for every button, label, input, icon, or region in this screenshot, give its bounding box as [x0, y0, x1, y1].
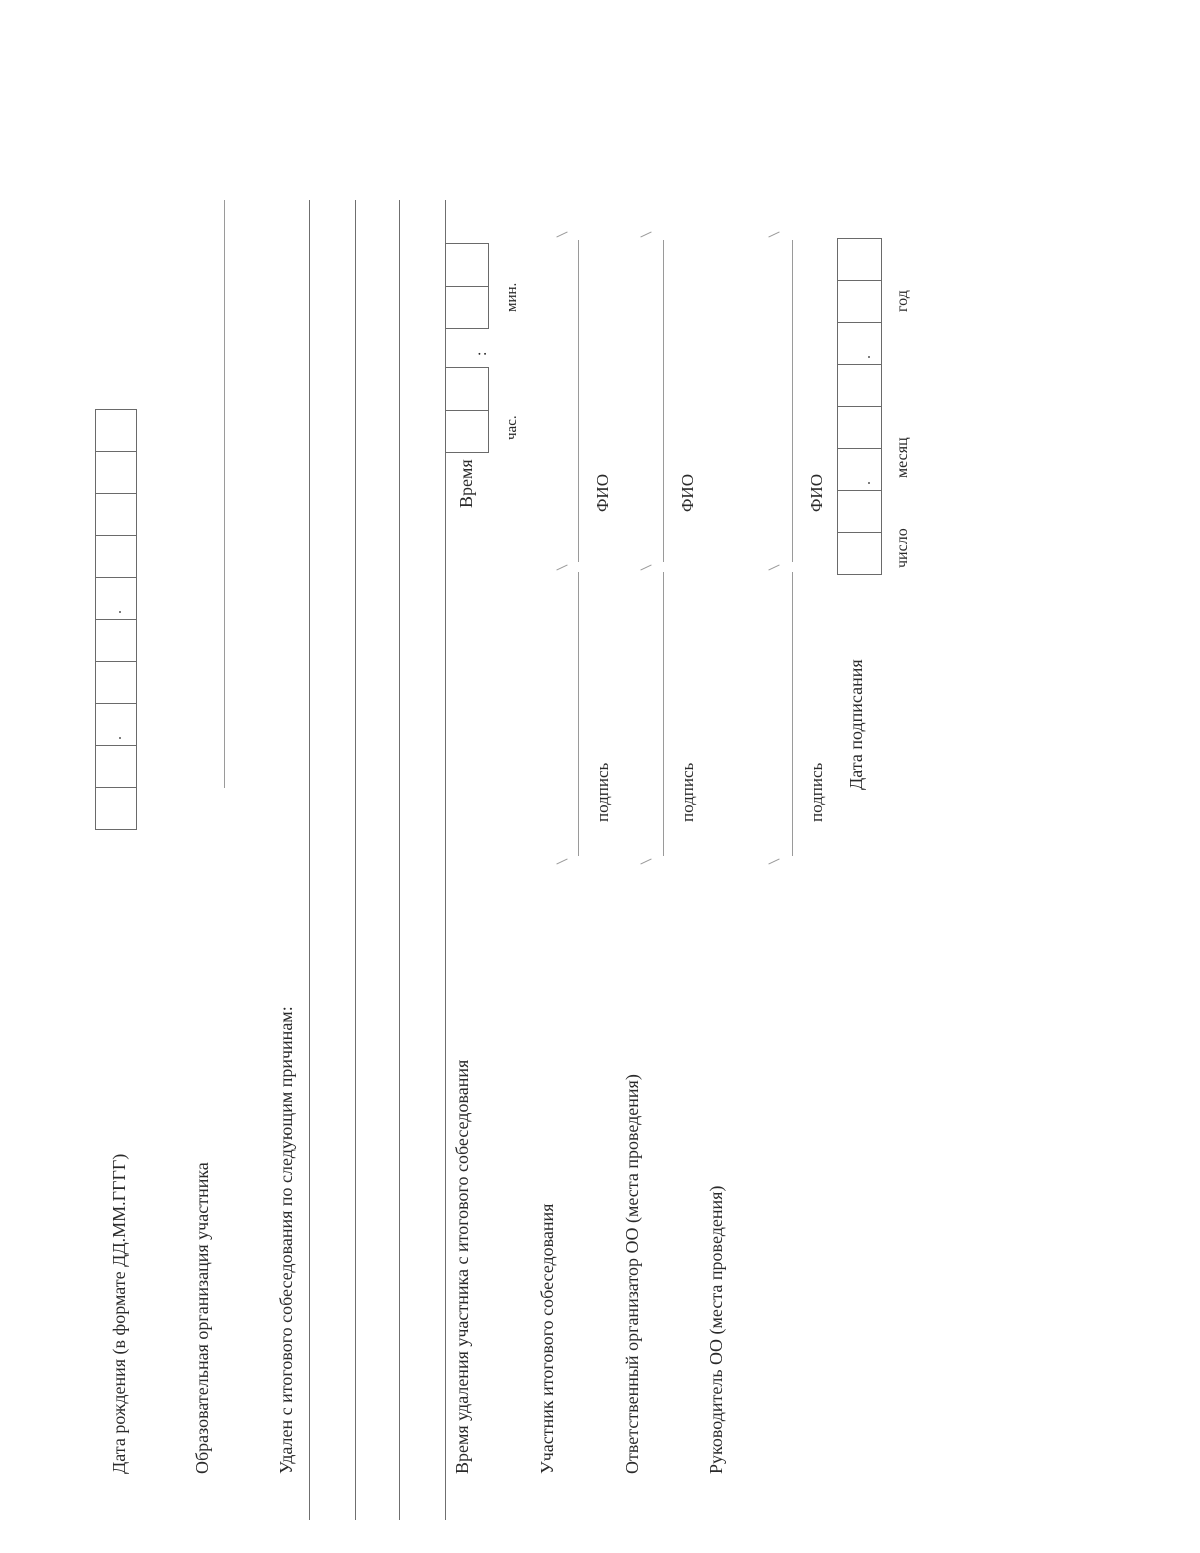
head-label: Руководитель ОО (места проведения)	[706, 1185, 726, 1474]
minutes-caption: мин.	[504, 282, 520, 312]
participant-name-line[interactable]	[578, 240, 579, 562]
time-label: Время	[456, 459, 476, 508]
sign-date-cell[interactable]	[837, 238, 882, 281]
birth-date-cell[interactable]	[95, 535, 137, 578]
birth-date-separator-dot	[119, 737, 121, 739]
birth-date-separator-dot	[119, 611, 121, 613]
organizer-signature-line[interactable]	[663, 572, 664, 856]
sign-date-cell[interactable]	[837, 280, 882, 323]
birth-date-label: Дата рождения (в формате ДД.ММ.ГГГГ)	[109, 1153, 129, 1474]
organizer-name-caption: ФИО	[678, 474, 697, 512]
sign-date-cell[interactable]	[837, 532, 882, 575]
sign-date-cell[interactable]	[837, 448, 882, 491]
separator-slash	[768, 232, 779, 238]
participant-signature-line[interactable]	[578, 572, 579, 856]
birth-date-cell[interactable]	[95, 619, 137, 662]
separator-slash	[556, 232, 567, 238]
school-label: Образовательная организация участника	[192, 1162, 212, 1474]
participant-name-caption: ФИО	[593, 474, 612, 512]
birth-date-cell[interactable]	[95, 493, 137, 536]
minute-cell[interactable]	[445, 243, 489, 287]
birth-date-cell[interactable]	[95, 745, 137, 788]
separator-slash	[640, 232, 651, 238]
time-separator: :	[473, 351, 490, 356]
organizer-signature-caption: подпись	[678, 762, 697, 822]
month-caption: месяц	[894, 437, 911, 478]
separator-slash	[556, 565, 567, 571]
reason-line-1[interactable]	[309, 200, 310, 1520]
separator-slash	[640, 859, 651, 865]
participant-label: Участник итогового собеседования	[537, 1203, 557, 1474]
sign-date-separator-dot	[868, 356, 870, 358]
sign-date-separator-dot	[868, 482, 870, 484]
head-signature-caption: подпись	[807, 762, 826, 822]
head-name-line[interactable]	[792, 240, 793, 562]
day-caption: число	[894, 528, 911, 568]
removed-reasons-label: Удален с итогового собеседования по следующим причинам:	[276, 1006, 296, 1474]
school-input-line[interactable]	[224, 200, 225, 788]
sign-date-label: Дата подписания	[846, 659, 866, 790]
head-name-caption: ФИО	[807, 474, 826, 512]
hours-caption: час.	[504, 415, 520, 440]
reason-line-3[interactable]	[399, 200, 400, 1520]
sign-date-cell[interactable]	[837, 406, 882, 449]
birth-date-cell[interactable]	[95, 661, 137, 704]
minute-cell[interactable]	[445, 285, 489, 329]
separator-slash	[556, 859, 567, 865]
responsible-organizer-label: Ответственный организатор ОО (места проведения)	[622, 1074, 642, 1474]
separator-slash	[768, 859, 779, 865]
sign-date-cell[interactable]	[837, 490, 882, 533]
hour-cell[interactable]	[445, 409, 489, 453]
separator-slash	[768, 565, 779, 571]
birth-date-cell[interactable]	[95, 703, 137, 746]
birth-date-cell[interactable]	[95, 577, 137, 620]
birth-date-cell[interactable]	[95, 451, 137, 494]
separator-slash	[640, 565, 651, 571]
hour-cell[interactable]	[445, 367, 489, 411]
reason-line-2[interactable]	[355, 200, 356, 1520]
organizer-name-line[interactable]	[663, 240, 664, 562]
removal-time-label: Время удаления участника с итогового собеседования	[452, 1059, 472, 1474]
head-signature-line[interactable]	[792, 572, 793, 856]
sign-date-cell[interactable]	[837, 322, 882, 365]
participant-signature-caption: подпись	[593, 762, 612, 822]
birth-date-cell[interactable]	[95, 409, 137, 452]
year-caption: год	[894, 290, 911, 312]
birth-date-cell[interactable]	[95, 787, 137, 830]
sign-date-cell[interactable]	[837, 364, 882, 407]
